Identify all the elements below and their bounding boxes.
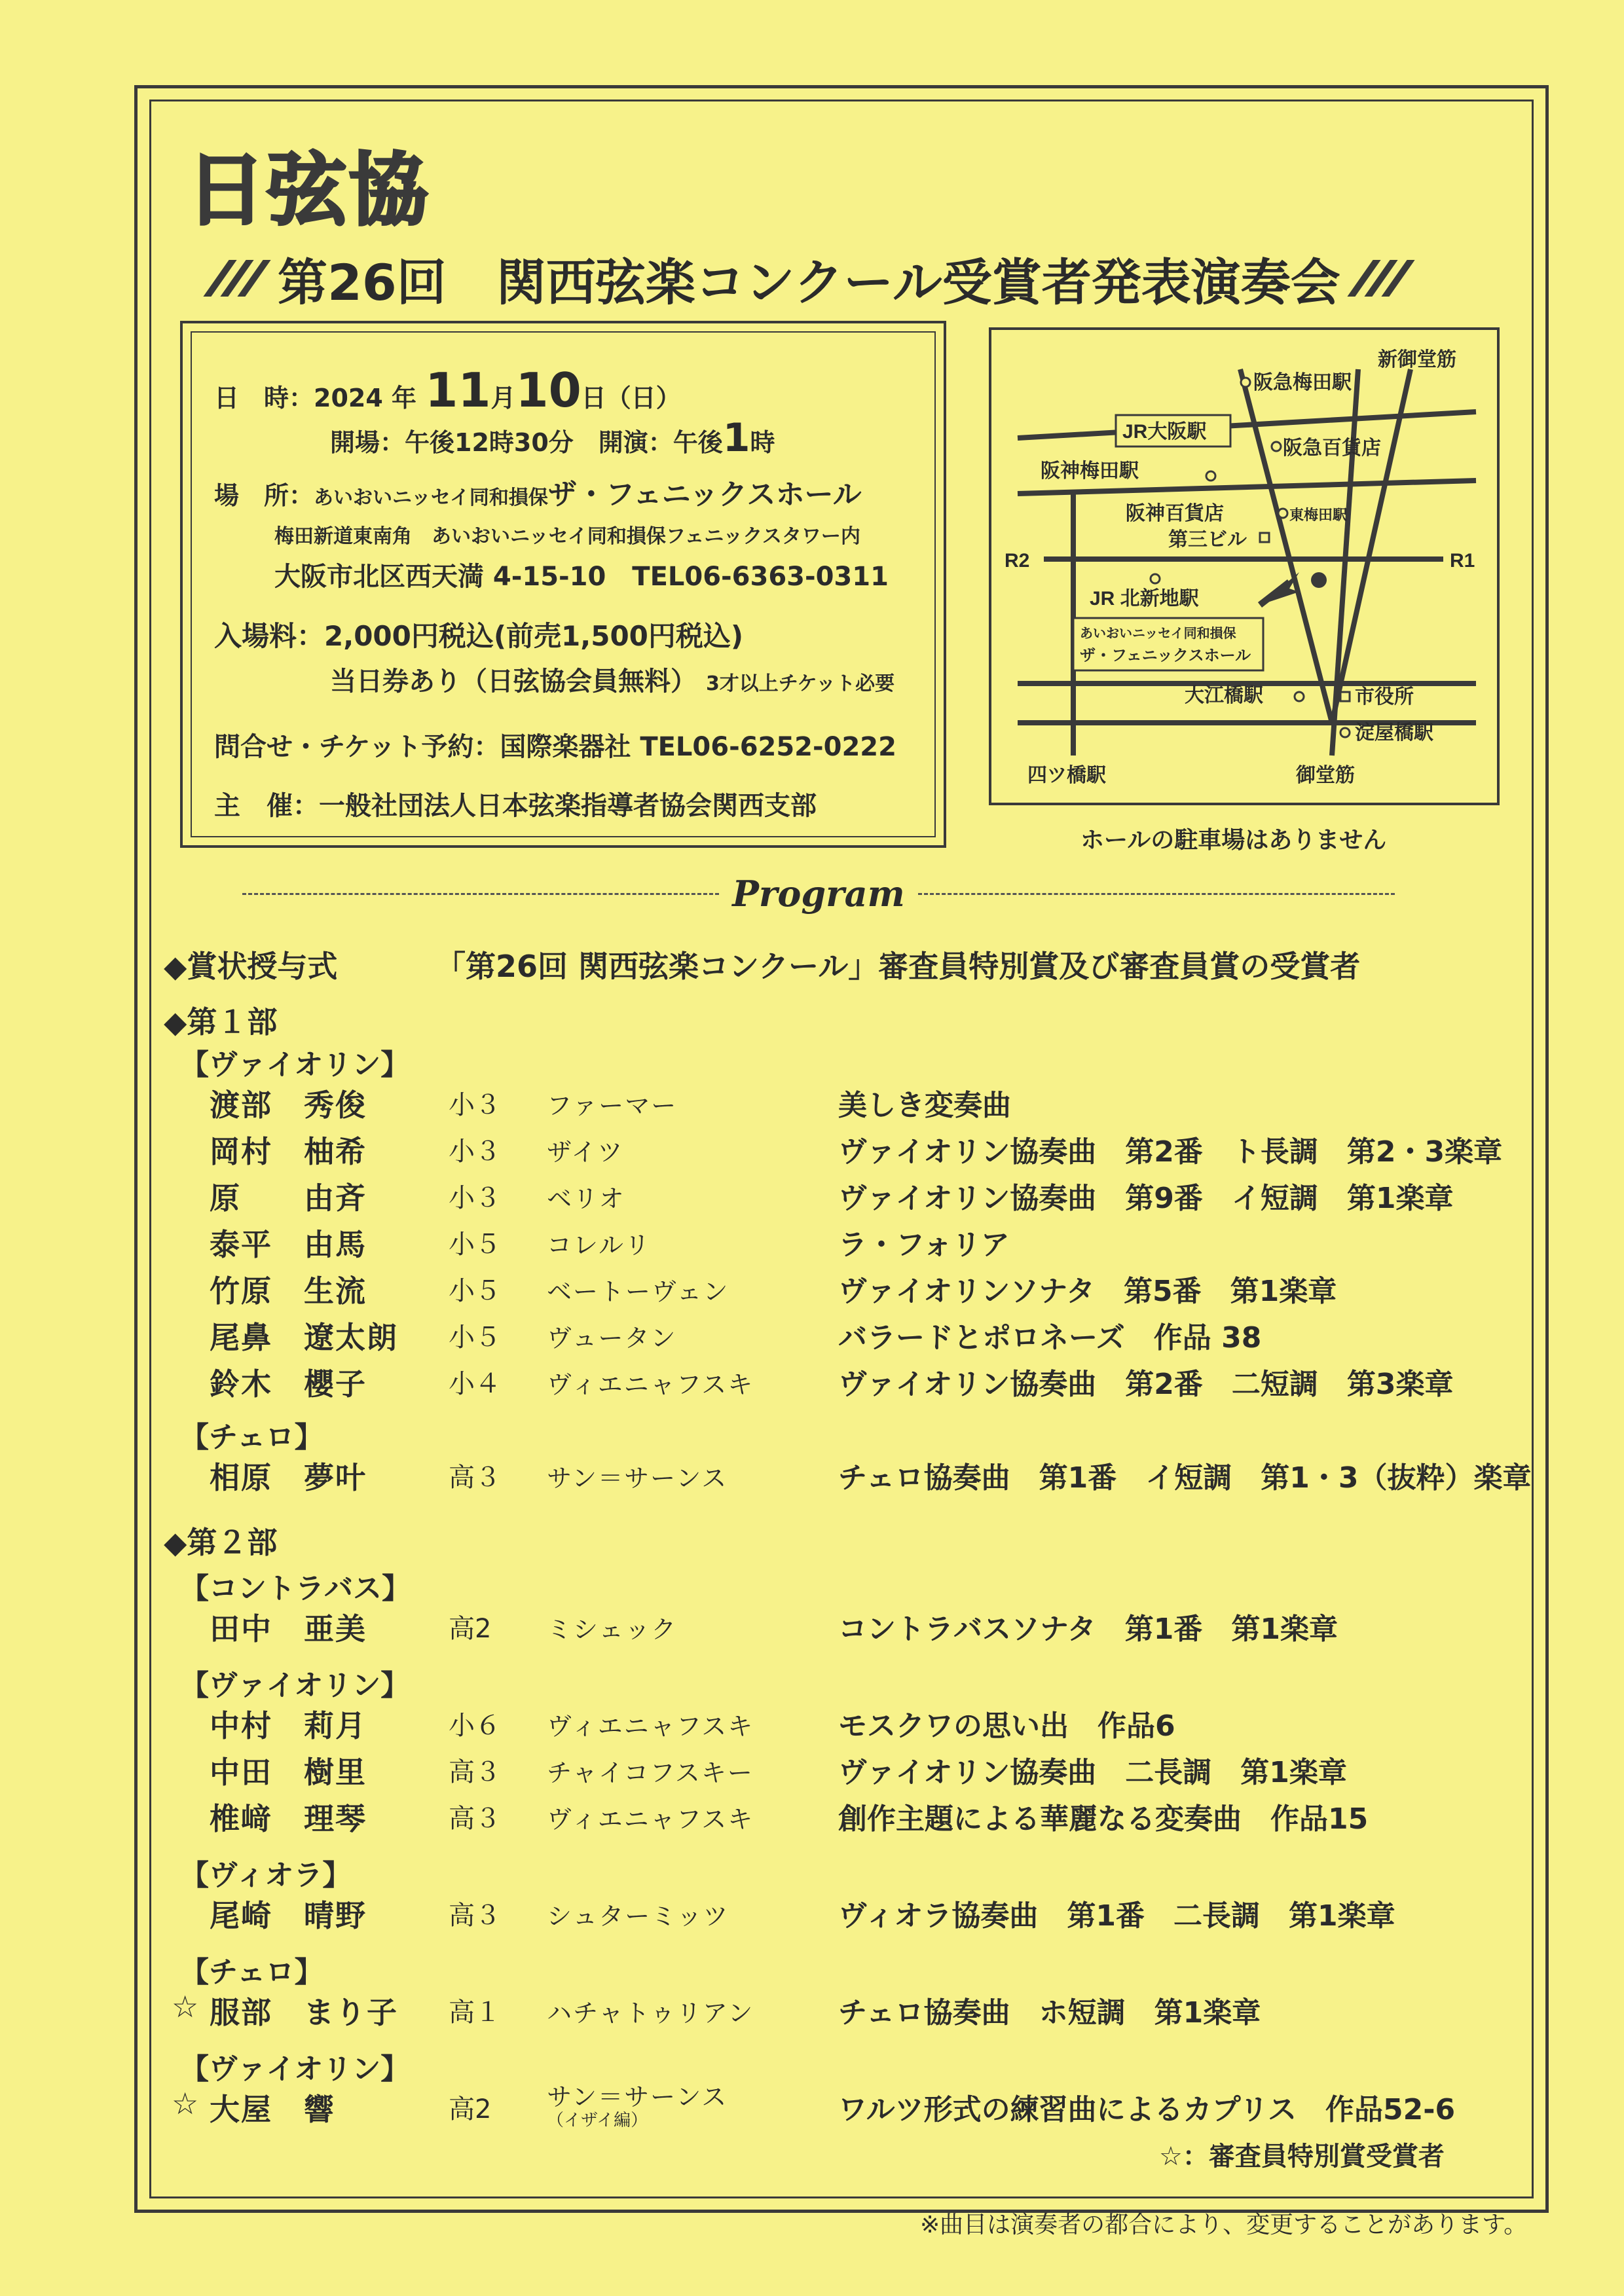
legend: ☆：審査員特別賞受賞者 — [1159, 2141, 1445, 2172]
performer-grade: 小５ — [449, 1230, 501, 1260]
start-hour-unit: 時 — [750, 428, 775, 457]
map-dot-hanshin-umeda — [1206, 471, 1215, 481]
composer-name: チャイコフスキー — [547, 1758, 754, 1787]
map-road-hanshin — [1018, 481, 1476, 494]
performer-grade: 高３ — [449, 1901, 501, 1931]
program-dash-right — [918, 893, 1395, 895]
part2-label: ◆第２部 — [164, 1525, 278, 1560]
map-label-hall-line1: あいおいニッセイ同和損保 — [1080, 627, 1236, 641]
piece-title: ワルツ形式の練習曲によるカプリス 作品52-6 — [838, 2093, 1456, 2126]
map-label-oebashi: 大江橋駅 — [1185, 685, 1263, 706]
piece-title: モスクワの思い出 作品6 — [838, 1709, 1175, 1743]
composer-name: サン＝サーンス — [547, 2083, 728, 2111]
date-month: 11 — [425, 363, 491, 418]
piece-title: ヴァイオリン協奏曲 第2番 二短調 第3楽章 — [838, 1368, 1454, 1401]
category-label: 【チェロ】 — [180, 1421, 323, 1454]
piece-title: ヴァイオリン協奏曲 第9番 イ短調 第1楽章 — [838, 1182, 1454, 1215]
performer-name: 泰平 由馬 — [210, 1227, 367, 1262]
map-label-shiyakusho: 市役所 — [1355, 686, 1414, 708]
map-dot-kitashinchi — [1151, 574, 1160, 583]
performer-name: 竹原 生流 — [210, 1273, 367, 1309]
fee-row — [214, 615, 743, 654]
performer-name: 渡部 秀俊 — [210, 1087, 367, 1123]
performer-grade: 高2 — [449, 2094, 492, 2124]
composer-name: サン＝サーンス — [547, 1464, 728, 1493]
fee-door-row — [330, 661, 895, 698]
map-dot-hankyu-dept — [1272, 442, 1281, 451]
venue-detail: 梅田新道東南角 あいおいニッセイ同和損保フェニックスタワー内 — [274, 525, 860, 548]
venue-prefix: あいおいニッセイ同和損保 — [314, 486, 548, 509]
performer-grade: 小４ — [449, 1369, 501, 1399]
composer-name: ザイツ — [547, 1138, 624, 1167]
composer-arranger: （イザイ編） — [547, 2111, 648, 2130]
composer-name: ヴィエニャフスキ — [547, 1712, 754, 1741]
performer-name: 相原 夢叶 — [210, 1460, 367, 1495]
performer-name: 岡村 柚希 — [210, 1134, 367, 1169]
map-label-hanshin-dept: 阪神百貨店 — [1126, 503, 1224, 524]
access-map — [989, 327, 1500, 805]
piece-title: チェロ協奏曲 ホ短調 第1楽章 — [838, 1996, 1261, 2030]
map-label-hankyu-dept: 阪急百貨店 — [1283, 437, 1381, 459]
piece-title: ヴィオラ協奏曲 第1番 二長調 第1楽章 — [838, 1899, 1395, 1933]
performer-grade: 高３ — [449, 1463, 501, 1493]
performer-grade: 小３ — [449, 1090, 501, 1120]
map-dot-higashi-umeda — [1278, 509, 1287, 518]
map-label-yodoyabashi: 淀屋橋駅 — [1355, 722, 1433, 744]
date-month-unit: 月 — [490, 384, 516, 412]
program-dash-left — [242, 893, 719, 895]
piece-title: ラ・フォリア — [838, 1228, 1010, 1262]
performer-name: 尾鼻 遼太朗 — [210, 1320, 398, 1355]
performer-grade: 高１ — [449, 1997, 501, 2028]
performer-name: 服部 まり子 — [210, 1995, 398, 2030]
category-label: 【チェロ】 — [180, 1956, 323, 1989]
category-label: 【ヴィオラ】 — [180, 1859, 352, 1892]
time-row — [330, 415, 775, 461]
map-label-shinmidosuji: 新御堂筋 — [1378, 349, 1456, 371]
piece-title: ヴァイオリン協奏曲 二長調 第1楽章 — [838, 1756, 1347, 1789]
performer-grade: 小５ — [449, 1322, 501, 1353]
fee-label: 入場料： — [214, 620, 325, 652]
composer-name: ハチャトゥリアン — [547, 1999, 754, 2028]
start-hour: 1 — [722, 415, 750, 461]
award-ceremony-label: ◆賞状授与式 — [164, 949, 338, 984]
date-label: 日 時： — [214, 384, 314, 412]
date-year: 2024 年 — [314, 384, 417, 412]
map-label-hall-line2: ザ・フェニックスホール — [1080, 647, 1251, 665]
map-dot-yodoyabashi — [1340, 728, 1350, 737]
event-info-box — [180, 321, 946, 848]
map-label-yotsubashi: 四ツ橋駅 — [1027, 765, 1106, 786]
title-decoration-left — [216, 260, 258, 297]
category-label: 【ヴァイオリン】 — [180, 1669, 410, 1702]
map-label-hanshin-umeda: 阪神梅田駅 — [1041, 460, 1139, 482]
piece-title: 美しき変奏曲 — [838, 1089, 1011, 1122]
map-dot-oebashi — [1295, 692, 1304, 701]
performer-grade: 小３ — [449, 1183, 501, 1213]
map-label-jr-osaka: JR大阪駅 — [1122, 421, 1207, 443]
piece-title: ヴァイオリンソナタ 第5番 第1楽章 — [838, 1275, 1337, 1308]
piece-title: バラードとポロネーズ 作品 38 — [838, 1321, 1262, 1355]
logo: 日弦協 — [187, 145, 430, 236]
map-svg — [991, 330, 1497, 803]
composer-name: ミシェック — [547, 1615, 678, 1644]
composer-name: コレルリ — [547, 1231, 652, 1260]
fee-door: 当日券あり（日弦協会員無料） — [330, 666, 697, 697]
title-decoration-right — [1360, 260, 1402, 297]
performer-name: 大屋 響 — [210, 2092, 335, 2127]
composer-name: ヴィエニャフスキ — [547, 1370, 754, 1399]
venue-address: 大阪市北区西天満 4-15-10 TEL06-6363-0311 — [274, 562, 889, 592]
map-dot-shiyakusho — [1340, 692, 1350, 701]
composer-name: シュターミッツ — [547, 1902, 729, 1931]
contact: 問合せ・チケット予約：国際楽器社 TEL06-6252-0222 — [214, 732, 896, 762]
program-heading: Program — [732, 873, 905, 915]
composer-name: ベートーヴェン — [547, 1277, 729, 1306]
performer-grade: 高2 — [449, 1614, 492, 1644]
piece-title: コントラバスソナタ 第1番 第1楽章 — [838, 1613, 1338, 1646]
special-award-mark: ☆ — [172, 2086, 200, 2121]
category-label: 【ヴァイオリン】 — [180, 1048, 410, 1082]
map-label-hankyu-umeda: 阪急梅田駅 — [1253, 372, 1352, 393]
parking-note: ホールの駐車場はありません — [1080, 827, 1387, 854]
map-dot-daisan-bldg — [1260, 533, 1269, 542]
performer-name: 椎﨑 理琴 — [210, 1801, 367, 1836]
title-row — [196, 242, 1422, 314]
performer-name: 田中 亜美 — [210, 1611, 367, 1647]
performer-grade: 小６ — [449, 1711, 501, 1741]
part1-label: ◆第１部 — [164, 1004, 278, 1040]
piece-title: チェロ協奏曲 第1番 イ短調 第1・3（抜粋）楽章 — [838, 1461, 1532, 1495]
composer-name: ベリオ — [547, 1184, 625, 1213]
fee-value: 2,000円税込(前売1,500円税込) — [324, 620, 744, 652]
piece-title: 創作主題による華麗なる変奏曲 作品15 — [838, 1802, 1369, 1836]
map-hall-marker — [1311, 572, 1327, 588]
performer-name: 中村 莉月 — [210, 1708, 367, 1743]
map-label-r1: R1 — [1450, 550, 1475, 572]
performer-grade: 高３ — [449, 1757, 501, 1787]
date-day: 10 — [515, 363, 581, 418]
organizer: 主 催：一般社団法人日本弦楽指導者協会関西支部 — [214, 791, 817, 821]
fee-note: 3才以上チケット必要 — [705, 672, 895, 695]
performer-name: 原 由斉 — [210, 1180, 367, 1216]
composer-name: ファーマー — [547, 1091, 678, 1120]
category-label: 【コントラバス】 — [180, 1572, 411, 1605]
performer-grade: 小５ — [449, 1276, 501, 1306]
special-award-mark: ☆ — [172, 1989, 200, 2024]
composer-name: ヴィエニャフスキ — [547, 1805, 754, 1834]
venue-name: ザ・フェニックスホール — [547, 478, 862, 511]
page-title: 第26回 関西弦楽コンクール受賞者発表演奏会 — [278, 253, 1340, 312]
map-road-north — [1018, 412, 1476, 438]
performer-grade: 高３ — [449, 1804, 501, 1834]
open-time: 開場：午後12時30分 開演：午後 — [330, 428, 723, 457]
category-label: 【ヴァイオリン】 — [180, 2052, 410, 2086]
composer-name: ヴュータン — [547, 1324, 677, 1353]
performer-grade: 小３ — [449, 1137, 501, 1167]
venue-label: 場 所： — [214, 481, 314, 510]
map-label-midosuji: 御堂筋 — [1296, 765, 1355, 786]
venue-row — [214, 471, 862, 513]
program-divider — [229, 874, 1408, 913]
map-label-higashi-umeda: 東梅田駅 — [1289, 507, 1348, 523]
date-row — [214, 363, 681, 418]
map-label-jr-kitashinchi: JR 北新地駅 — [1090, 588, 1199, 610]
piece-title: ヴァイオリン協奏曲 第2番 ト長調 第2・3楽章 — [838, 1135, 1503, 1169]
map-dot-hankyu-umeda — [1241, 378, 1250, 387]
map-label-r2: R2 — [1005, 550, 1030, 572]
performer-name: 中田 樹里 — [210, 1755, 367, 1790]
footnote: ※曲目は演奏者の都合により、変更することがあります。 — [920, 2212, 1528, 2238]
performer-name: 尾崎 晴野 — [210, 1898, 367, 1933]
award-ceremony-text: 「第26回 関西弦楽コンクール」審査員特別賞及び審査員賞の受賞者 — [435, 949, 1361, 984]
date-day-unit: 日（日） — [581, 384, 681, 412]
map-label-daisan-bldg: 第三ビル — [1168, 529, 1247, 551]
performer-name: 鈴木 櫻子 — [210, 1366, 367, 1402]
